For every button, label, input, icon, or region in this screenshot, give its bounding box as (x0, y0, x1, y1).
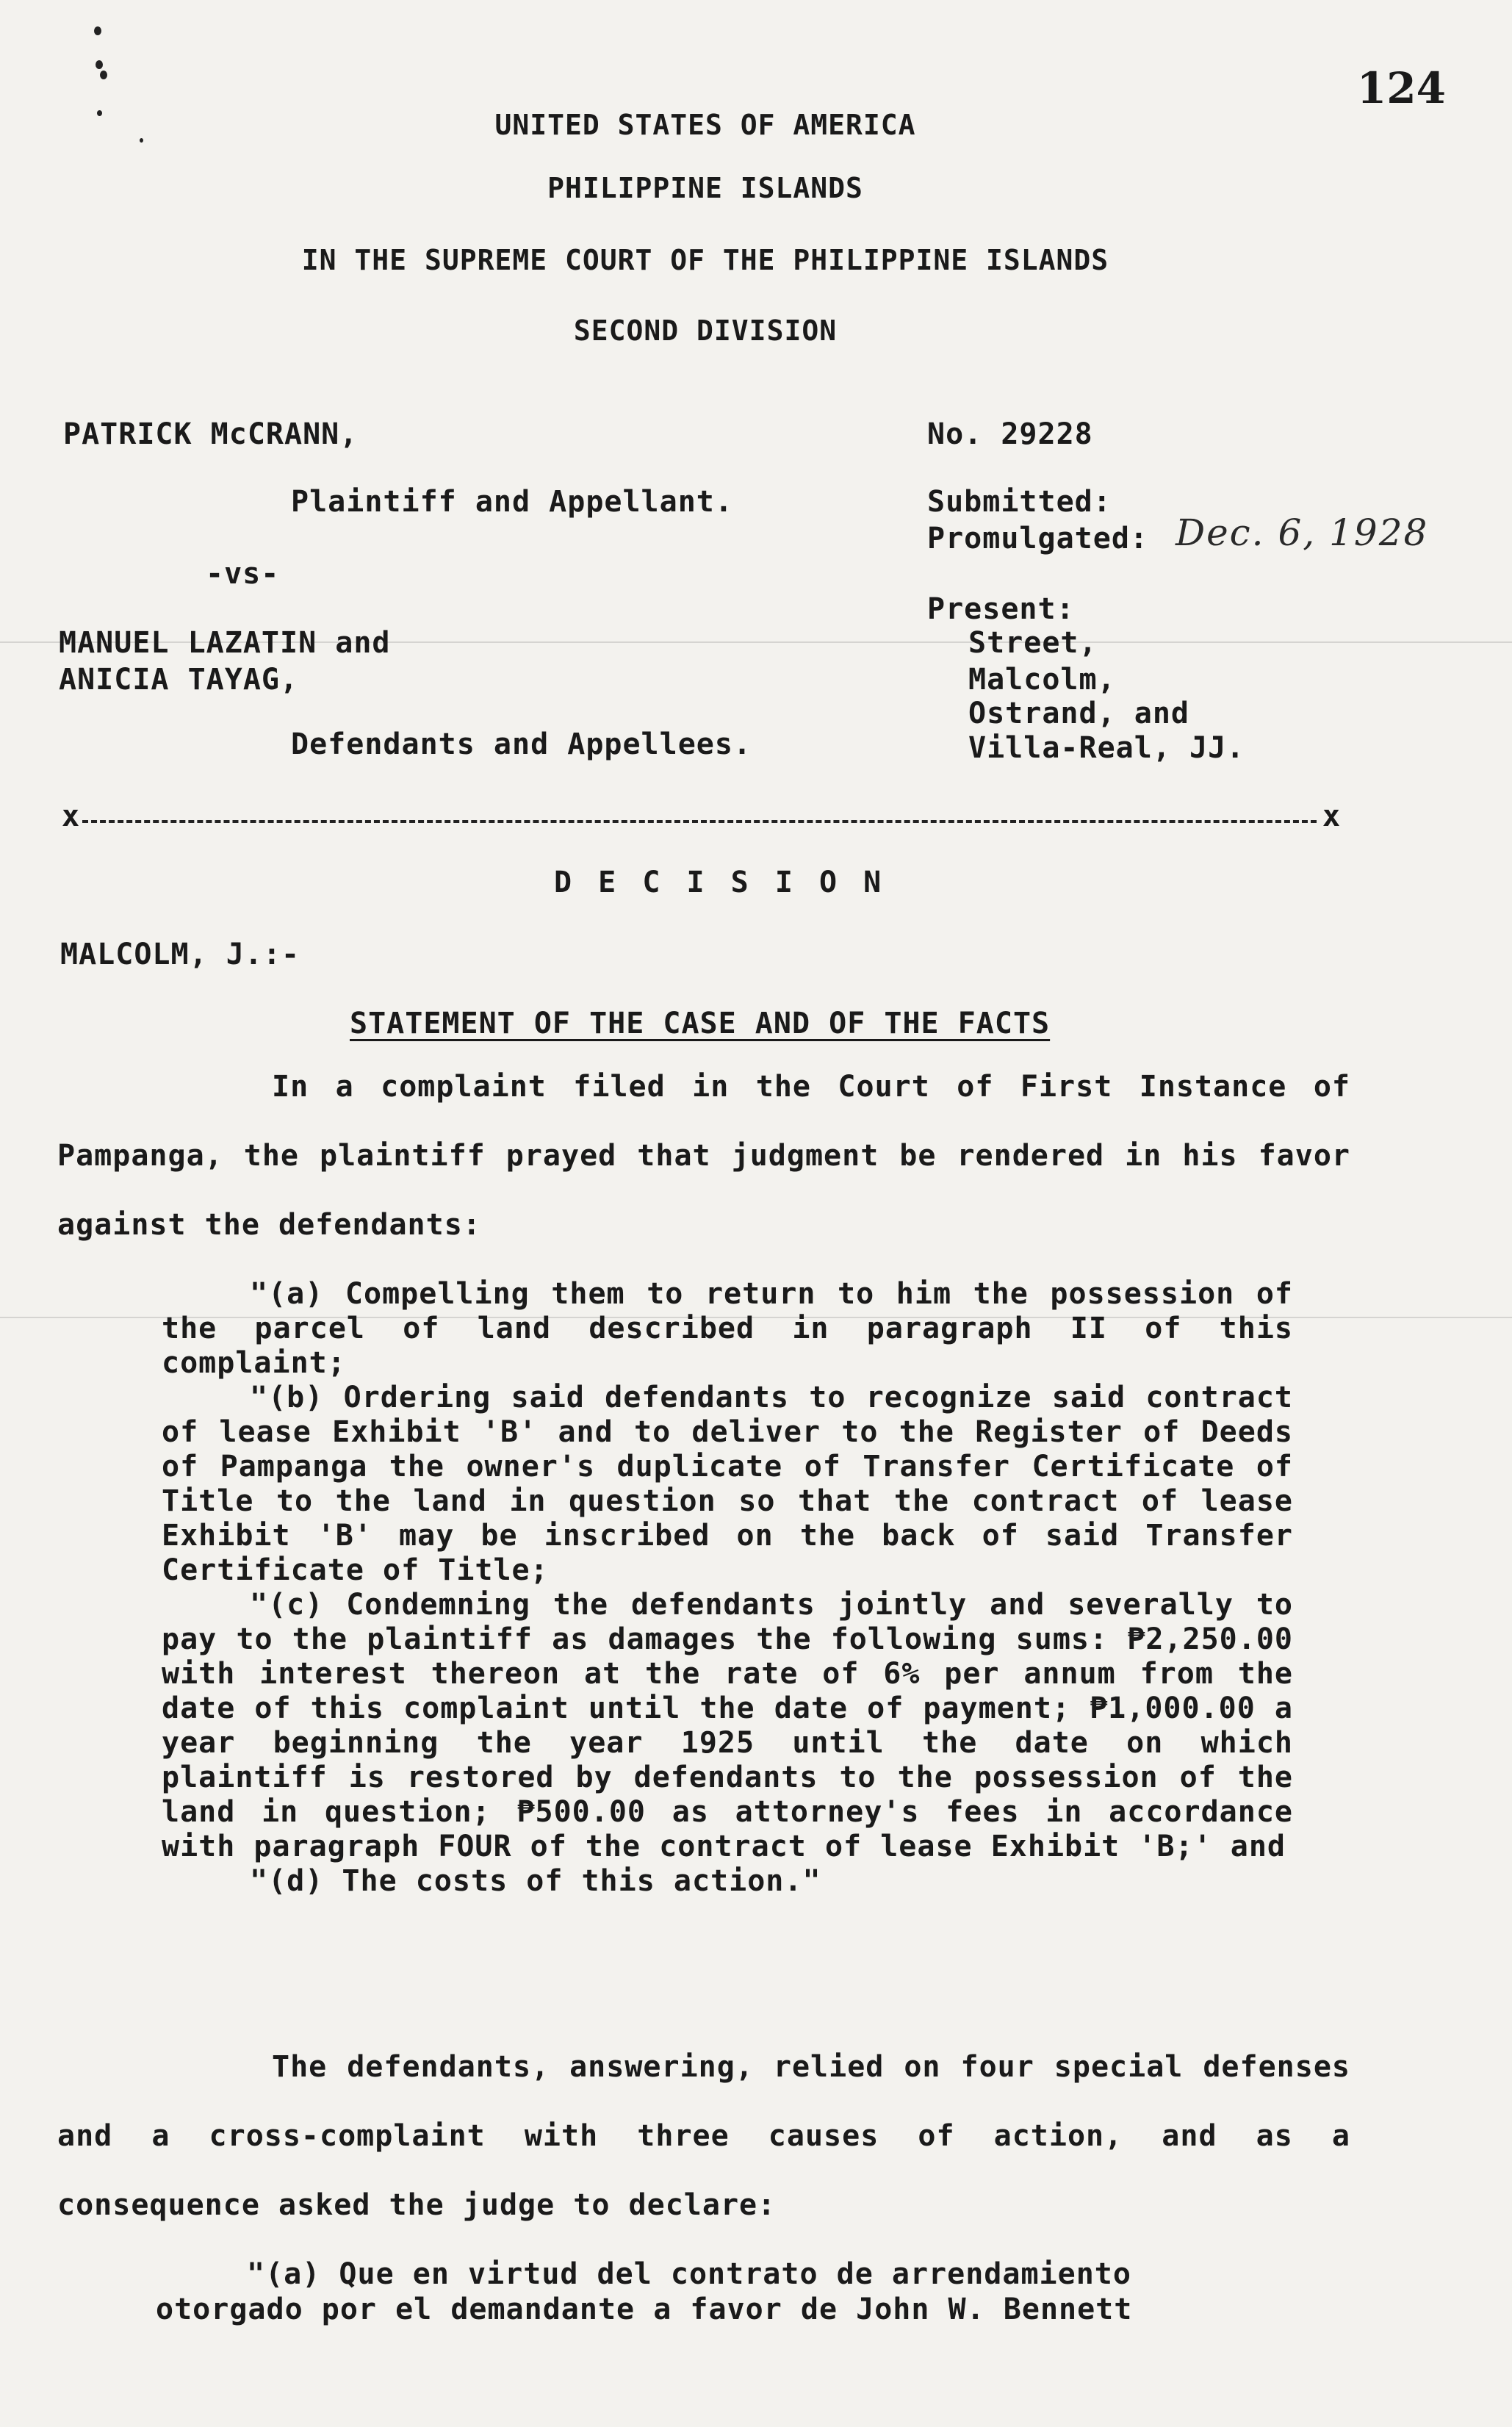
separator-left-mark: x (62, 799, 81, 833)
opinion-author: MALCOLM, J.:- (60, 938, 300, 971)
present-label: Present: (927, 592, 1075, 626)
defendant-role: Defendants and Appellees. (291, 727, 752, 761)
scan-speck (100, 71, 107, 79)
decision-title: D E C I S I O N (554, 866, 886, 899)
header-islands: PHILIPPINE ISLANDS (547, 172, 863, 204)
justice-malcolm: Malcolm, (968, 663, 1116, 697)
plaintiff-role: Plaintiff and Appellant. (291, 485, 733, 519)
defendant-name-1: MANUEL LAZATIN and (59, 626, 391, 660)
quote-final-line-2: otorgado por el demandante a favor de John W. Bennett (156, 2293, 1133, 2326)
scan-speck (96, 60, 103, 69)
paragraph-complaint: In a complaint filed in the Court of First Instance of Pampanga, the plaintiff prayed that judgment be rendered in his favor against the defendants: (57, 1070, 1350, 1242)
separator-right-mark: x (1322, 799, 1342, 833)
justice-ostrand: Ostrand, and (968, 697, 1189, 730)
promulgated-date-handwritten: Dec. 6, 1928 (1176, 511, 1429, 554)
header-court: IN THE SUPREME COURT OF THE PHILIPPINE ISLANDS (301, 244, 1109, 276)
prayer-quote (162, 1277, 1293, 1899)
promulgated-label: Promulgated: (927, 522, 1148, 555)
versus-label: -vs- (206, 557, 280, 591)
header-division: SECOND DIVISION (573, 314, 838, 347)
scan-speck (94, 26, 101, 35)
prayer-item-b: "(b) Ordering said defendants to recognize said contract of lease Exhibit 'B' and to deliver to the Register of Deeds of Pampanga the owner's duplicate of Transfer Certificate of Title to the land in question so that the contract of lease Exhibit 'B' may be inscribed on the back of said Transfer Certificate of Title; (162, 1381, 1293, 1587)
plaintiff-name: PATRICK McCRANN, (63, 417, 359, 451)
submitted-label: Submitted: (927, 485, 1112, 519)
prayer-item-d: "(d) The costs of this action." (250, 1864, 821, 1898)
case-number: No. 29228 (927, 417, 1093, 451)
paragraph-defenses: The defendants, answering, relied on four special defenses and a cross-complaint with three causes of action, and as a consequence asked the judge to declare: (57, 2050, 1350, 2222)
justice-street: Street, (968, 626, 1098, 660)
separator-rule (82, 820, 1317, 823)
section-heading: STATEMENT OF THE CASE AND OF THE FACTS (350, 1007, 1051, 1040)
quote-final-line-1: "(a) Que en virtud del contrato de arrendamiento (247, 2257, 1131, 2291)
prayer-item-c: "(c) Condemning the defendants jointly and severally to pay to the plaintiff as damages the following sums: ₱2,250.00 with interest thereon at the rate of 6% per annum from the date of this complaint until the date of payment; ₱1,000.00 a year beginning the year 1925 until the date on which plaintiff is restored by defendants to the possession of the land in question; ₱500.00 as attorney's fees in accordance with paragraph FOUR of the contract of lease Exhibit 'B;' and (162, 1588, 1293, 1863)
prayer-item-a: "(a) Compelling them to return to him the possession of the parcel of land described in paragraph II of this complaint; (162, 1277, 1293, 1380)
header-country: UNITED STATES OF AMERICA (494, 109, 916, 141)
defendant-name-2: ANICIA TAYAG, (59, 663, 299, 697)
justice-villa-real: Villa-Real, JJ. (968, 731, 1245, 765)
page-number: 124 (1356, 63, 1446, 113)
